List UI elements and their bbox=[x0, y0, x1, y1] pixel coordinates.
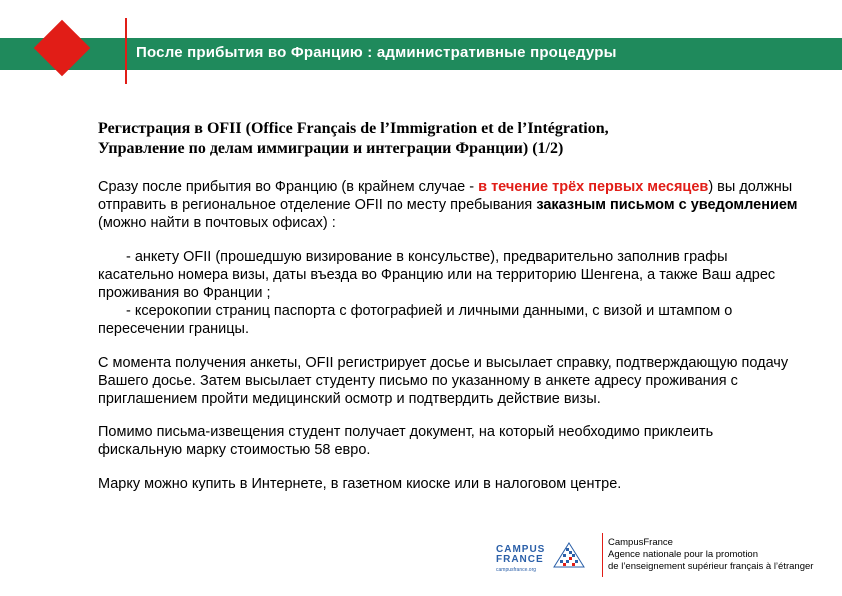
paragraph-registration bbox=[98, 178, 798, 233]
logo-wordmark bbox=[496, 545, 545, 565]
section-title-line2: Управление по делам иммиграции и интеграции Франции) (1/2) bbox=[98, 140, 564, 157]
deadline-highlight: в течение трёх первых месяцев bbox=[478, 179, 709, 195]
org-line2: Agence nationale pour la promotion bbox=[608, 549, 758, 560]
org-name: CampusFrance bbox=[608, 537, 673, 548]
list-item-passport: - ксерокопии страниц паспорта с фотографией и личными данными, с визой и штампом о пересечении границы. bbox=[98, 303, 733, 338]
document-list bbox=[98, 248, 798, 339]
section-title bbox=[98, 119, 798, 159]
list-item-form: - анкету OFII (прошедшую визирование в консульстве), предварительно заполнив графы касательно номера визы, даты въезда во Францию или на территорию Шенгена, а также Ваш адрес проживания во Франции ; bbox=[98, 248, 776, 302]
p1-text-c: (можно найти в почтовых офисах) : bbox=[98, 215, 336, 232]
logo-triangle-icon bbox=[552, 541, 586, 569]
p1-text-b: ) вы должны отправить в региональное отделение OFII по месту пребывания bbox=[98, 179, 793, 214]
registered-mail-highlight: заказным письмом с уведомлением bbox=[536, 197, 798, 214]
logo-url: campusfrance.org bbox=[496, 567, 537, 573]
logo-line2: FRANCE bbox=[496, 554, 544, 565]
footer-divider bbox=[602, 533, 603, 577]
header-divider bbox=[125, 18, 127, 84]
p1-text-a: Сразу после прибытия во Францию (в крайнем случае - bbox=[98, 179, 479, 195]
main-content bbox=[98, 178, 798, 493]
page-title: После прибытия во Францию : административные процедуры bbox=[136, 44, 617, 61]
section-title-line1: Регистрация в OFII (Office Français de l’Immigration et de l’Intégration, bbox=[98, 120, 609, 137]
paragraph-where-to-buy: Марку можно купить в Интернете, в газетном киоске или в налоговом центре. bbox=[98, 475, 622, 492]
org-line3: de l’enseignement supérieur français à l’étranger bbox=[608, 561, 814, 572]
footer-organization bbox=[608, 537, 813, 573]
paragraph-fiscal-stamp: Помимо письма-извещения студент получает документ, на который необходимо приклеить фискальную марку стоимостью 58 евро. bbox=[98, 424, 714, 459]
campus-france-logo bbox=[496, 541, 592, 575]
paragraph-processing: С момента получения анкеты, OFII регистрирует досье и высылает справку, подтверждающую подачу Вашего досье. Затем высылает студенту письмо по указанному в анкете адресу проживания с приглашением пройти медицинский осмотр и подтвердить действие визы. bbox=[98, 354, 789, 408]
logo-line1: CAMPUS bbox=[496, 544, 546, 555]
